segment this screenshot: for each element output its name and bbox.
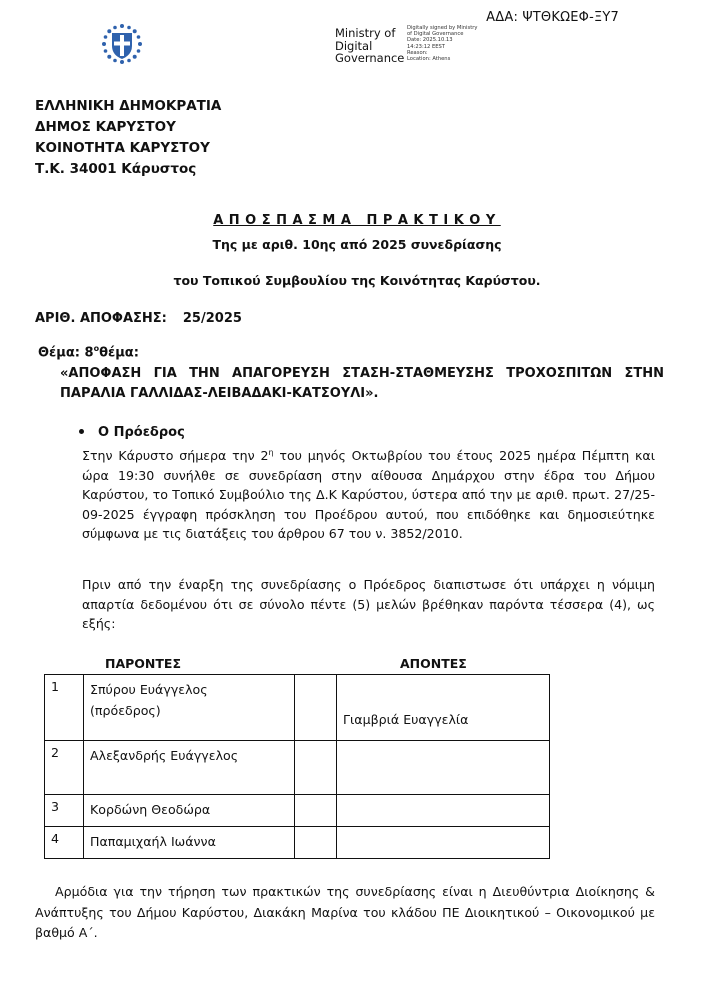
- absent-member: [337, 741, 550, 795]
- subject-label-text: Θέμα: 8: [38, 345, 94, 361]
- row-number: 1: [45, 675, 84, 741]
- subject-label: [38, 344, 139, 360]
- president-heading: [79, 425, 185, 440]
- quorum-paragraph: Πριν από την έναρξη της συνεδρίασης ο Πρόεδρος διαπιστωσε ότι υπάρχει η νόμιμη απαρτία δεδομένου ότι σε σύνολο πέντε (5) μελών βρέθηκαν παρόντα τέσσερα (4), ως εξής:: [82, 577, 655, 631]
- empty-cell: [295, 795, 337, 827]
- absent-member: [337, 827, 550, 859]
- ada-code: ΑΔΑ: ΨΤΘΚΩΕΦ-ΞΥ7: [486, 10, 619, 25]
- session-line: Της με αριθ. 10ης από 2025 συνεδρίασης: [212, 237, 502, 252]
- absent-header: ΑΠΟΝΤΕΣ: [400, 656, 467, 671]
- issuer-header: [35, 96, 221, 180]
- member-name: Σπύρου Ευάγγελος: [90, 682, 208, 697]
- decision-label: ΑΡΙΘ. ΑΠΟΦΑΣΗΣ:: [35, 311, 167, 326]
- president-heading-text: Ο Πρόεδρος: [98, 425, 185, 440]
- signature-line: Date: 2025.10.13: [407, 37, 453, 44]
- row-number: 3: [45, 795, 84, 827]
- attendance-table: [44, 674, 550, 859]
- header-line: Τ.Κ. 34001 Κάρυστος: [35, 161, 197, 177]
- closing-paragraph: Αρμόδια για την τήρηση των πρακτικών της συνεδρίασης είναι η Διευθύντρια Διοίκησης & Ανάπτυξης του Δήμου Καρύστου, Διακάκη Μαρίνα του κλάδου ΠΕ Διοικητικού – Οικονομικού με βαθμό Α΄.: [35, 884, 655, 940]
- council-line: του Τοπικού Συμβουλίου της Κοινότητας Καρύστου.: [173, 273, 541, 288]
- present-member: Παπαμιχαήλ Ιωάννα: [84, 827, 295, 859]
- signature-line: of Digital Governance: [407, 31, 464, 38]
- present-member: [84, 675, 295, 741]
- paragraph-text: του μηνός Οκτωβρίου του έτους 2025 ημέρα Πέμπτη και ώρα 19:30 συνήλθε σε συνεδρίαση στην αίθουσα Δημάρχου στην έδρα του Δήμου Καρύστου, το Τοπικό Συμβούλιο της Δ.Κ Καρύστου, ύστερα από την με αριθ. πρωτ. 27/25-09-2025 έγγραφη πρόσκληση του Προέδρου αυτού, που επιδόθηκε και δημοσιεύτηκε σύμφωνα με τις διατάξεις του άρθρου 67 του ν. 3852/2010.: [82, 448, 655, 542]
- ministry-line: Governance: [335, 51, 405, 65]
- row-number: 2: [45, 741, 84, 795]
- decision-number: 25/2025: [182, 311, 242, 326]
- subject-label-tail: θέμα:: [99, 345, 139, 361]
- empty-cell: [295, 827, 337, 859]
- meeting-paragraph: [82, 443, 655, 544]
- signature-line: 14:23:12 EEST: [407, 43, 445, 50]
- member-note: (πρόεδρος): [90, 703, 161, 718]
- row-number: 4: [45, 827, 84, 859]
- document-title: ΑΠΟΣΠΑΣΜΑ ΠΡΑΚΤΙΚΟΥ: [213, 213, 501, 228]
- ministry-line: Digital: [335, 38, 373, 53]
- decision-number-line: [35, 311, 242, 326]
- table-row: [45, 827, 550, 859]
- signature-line: Location: Athens: [407, 56, 451, 63]
- table-row: [45, 675, 550, 741]
- bullet-icon: [79, 429, 84, 434]
- greek-emblem-icon: [100, 22, 144, 66]
- empty-cell: [295, 675, 337, 741]
- present-header: ΠΑΡΟΝΤΕΣ: [105, 656, 181, 671]
- header-line: ΔΗΜΟΣ ΚΑΡΥΣΤΟΥ: [35, 119, 176, 135]
- empty-cell: [295, 741, 337, 795]
- paragraph-text: Στην Κάρυστο σήμερα την 2: [82, 448, 269, 464]
- ministry-line: Ministry of: [335, 26, 396, 40]
- present-member: Κορδώνη Θεοδώρα: [84, 795, 295, 827]
- paragraph-sup: η: [268, 448, 274, 457]
- subject-text: «ΑΠΟΦΑΣΗ ΓΙΑ ΤΗΝ ΑΠΑΓΟΡΕΥΣΗ ΣΤΑΣΗ-ΣΤΑΘΜΕΥΣΗΣ ΤΡΟΧΟΣΠΙΤΩΝ ΣΤΗΝ ΠΑΡΑΛΙΑ ΓΑΛΛΙΔΑΣ-ΛΕΙΒΑΔΑΚΙ-ΚΑΤΣΟΥΛΙ».: [60, 366, 664, 401]
- table-row: [45, 741, 550, 795]
- present-member: Αλεξανδρής Ευάγγελος: [84, 741, 295, 795]
- absent-name: Γιαμβριά Ευαγγελία: [343, 712, 469, 727]
- absent-member: [337, 675, 550, 741]
- signature-line: Reason:: [407, 49, 428, 56]
- signature-line: Digitally signed by Ministry: [407, 25, 478, 31]
- digital-signature: [407, 25, 477, 62]
- header-line: ΕΛΛΗΝΙΚΗ ΔΗΜΟΚΡΑΤΙΑ: [35, 98, 222, 114]
- header-line: ΚΟΙΝΟΤΗΤΑ ΚΑΡΥΣΤΟΥ: [35, 140, 210, 156]
- table-row: [45, 795, 550, 827]
- absent-member: [337, 795, 550, 827]
- subject-label-sup: ο: [93, 344, 100, 353]
- ministry-label: [335, 27, 404, 65]
